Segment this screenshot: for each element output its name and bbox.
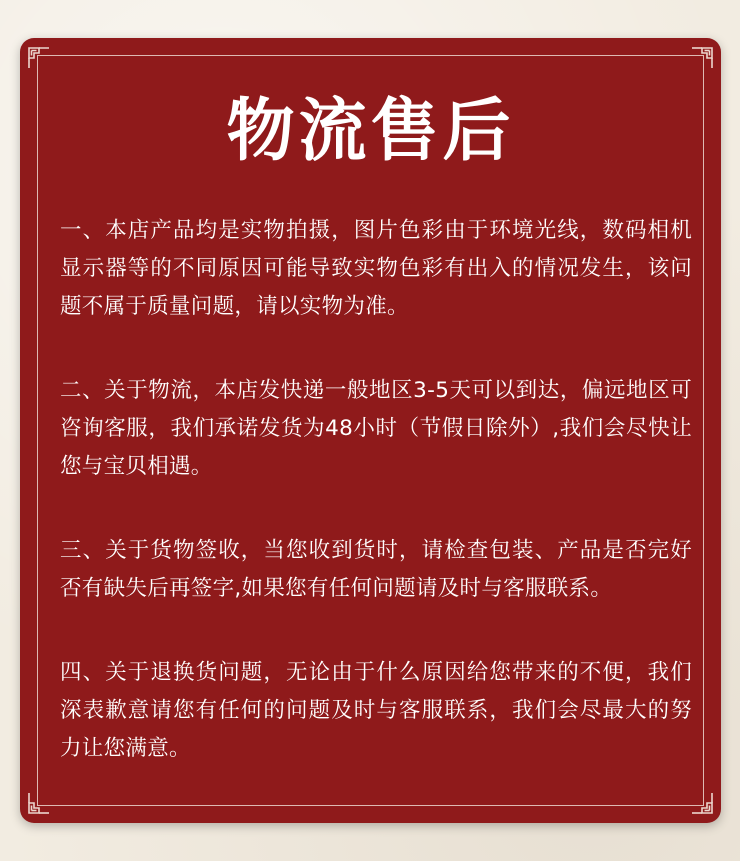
after-sales-card xyxy=(20,38,721,823)
corner-ornament-icon xyxy=(27,46,51,70)
section-returns-exchanges: 四、关于退换货问题，无论由于什么原因给您带来的不便，我们深表歉意请您有任何的问题及时与客服联系，我们会尽最大的努力让您满意。 xyxy=(60,660,692,761)
section-product-photos: 一、本店产品均是实物拍摄，图片色彩由于环境光线，数码相机显示器等的不同原因可能导致实物色彩有出入的情况发生，该问题不属于质量问题，请以实物为准。 xyxy=(60,218,692,319)
section-logistics: 二、关于物流，本店发快递一般地区3-5天可以到达，偏远地区可咨询客服，我们承诺发货为48小时（节假日除外）,我们会尽快让您与宝贝相遇。 xyxy=(60,378,692,479)
corner-ornament-icon xyxy=(690,46,714,70)
corner-ornament-icon xyxy=(690,791,714,815)
section-delivery-signoff: 三、关于货物签收，当您收到货时，请检查包装、产品是否完好否有缺失后再签字,如果您有任何问题请及时与客服联系。 xyxy=(60,538,692,601)
page-title: 物流售后 xyxy=(226,91,515,171)
corner-ornament-icon xyxy=(27,791,51,815)
